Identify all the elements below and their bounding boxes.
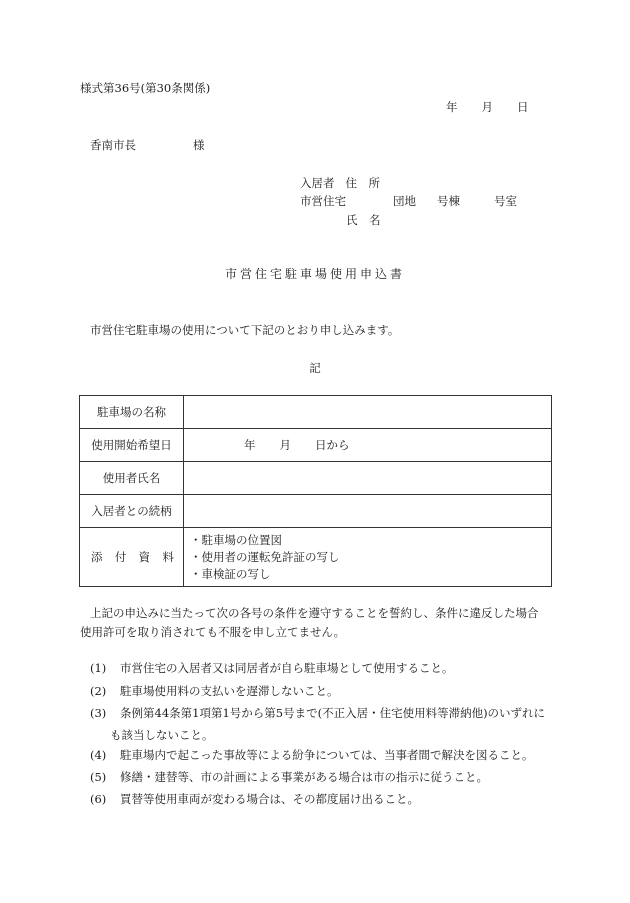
date-line (446, 100, 529, 114)
table-row (80, 495, 552, 528)
relation-field[interactable] (184, 495, 552, 528)
condition-item: (2) 駐車場使用料の支払いを遅滞しないこと。 (90, 684, 339, 698)
resident-name-label: 氏 名 (346, 213, 381, 227)
date-month: 月 (481, 100, 493, 114)
condition-item: (6) 買替等使用車両が変わる場合は、その都度届け出ること。 (90, 792, 419, 806)
resident-housing-line (300, 194, 517, 208)
addressee-honorific: 様 (193, 138, 205, 152)
document-title: 市営住宅駐車場使用申込書 (224, 267, 405, 281)
table-row (80, 429, 552, 462)
application-table (79, 395, 552, 587)
start-date-label: 使用開始希望日 (80, 429, 184, 462)
housing-danchi: 団地 (393, 194, 416, 208)
ki-heading: 記 (309, 361, 321, 375)
attachments-label: 添 付 資 料 (80, 528, 184, 587)
form-number: 様式第36号(第30条関係) (80, 81, 211, 95)
condition-item: (1) 市営住宅の入居者又は同居者が自ら駐車場として使用すること。 (90, 661, 454, 675)
start-date-field[interactable] (184, 429, 552, 462)
start-year: 年 (244, 438, 256, 452)
attachment-item: ・使用者の運転免許証の写し (190, 549, 340, 564)
table-row (80, 396, 552, 429)
condition-item: (4) 駐車場内で起こった事故等による紛争については、当事者間で解決を図ること。 (90, 748, 534, 762)
table-row (80, 528, 552, 587)
start-day: 日から (315, 438, 350, 452)
condition-item: (5) 修繕・建替等、市の計画による事業がある場合は市の指示に従うこと。 (90, 770, 488, 784)
intro-text: 市営住宅駐車場の使用について下記のとおり申し込みます。 (90, 323, 400, 337)
date-day: 日 (517, 100, 529, 114)
condition-item: (3) 条例第44条第1項第1号から第5号まで(不正入居・住宅使用料等滞納他)のいずれに も該当しないこと。 (90, 706, 546, 742)
pledge-text: 上記の申込みに当たって次の各号の条件を遵守することを誓約し、条件に違反した場合 使用許可を取り消されても不服を申し立てません。 (80, 606, 539, 639)
date-year: 年 (446, 100, 458, 114)
housing-goushitsu: 号室 (494, 194, 517, 208)
attachment-item: ・駐車場の位置図 (190, 532, 282, 547)
addressee (90, 138, 205, 152)
resident-label: 入居者 (300, 176, 335, 190)
housing-label: 市営住宅 (300, 194, 346, 208)
housing-gotou: 号棟 (437, 194, 460, 208)
parking-name-label: 駐車場の名称 (80, 396, 184, 429)
relation-label: 入居者との続柄 (80, 495, 184, 528)
parking-name-field[interactable] (184, 396, 552, 429)
table-row (80, 462, 552, 495)
user-name-field[interactable] (184, 462, 552, 495)
resident-address-label: 住 所 (345, 176, 380, 190)
attachment-item: ・車検証の写し (190, 566, 271, 581)
start-month: 月 (279, 438, 291, 452)
user-name-label: 使用者氏名 (80, 462, 184, 495)
addressee-name: 香南市長 (90, 138, 136, 152)
resident-address-line (300, 176, 380, 190)
attachments-list (184, 528, 552, 587)
